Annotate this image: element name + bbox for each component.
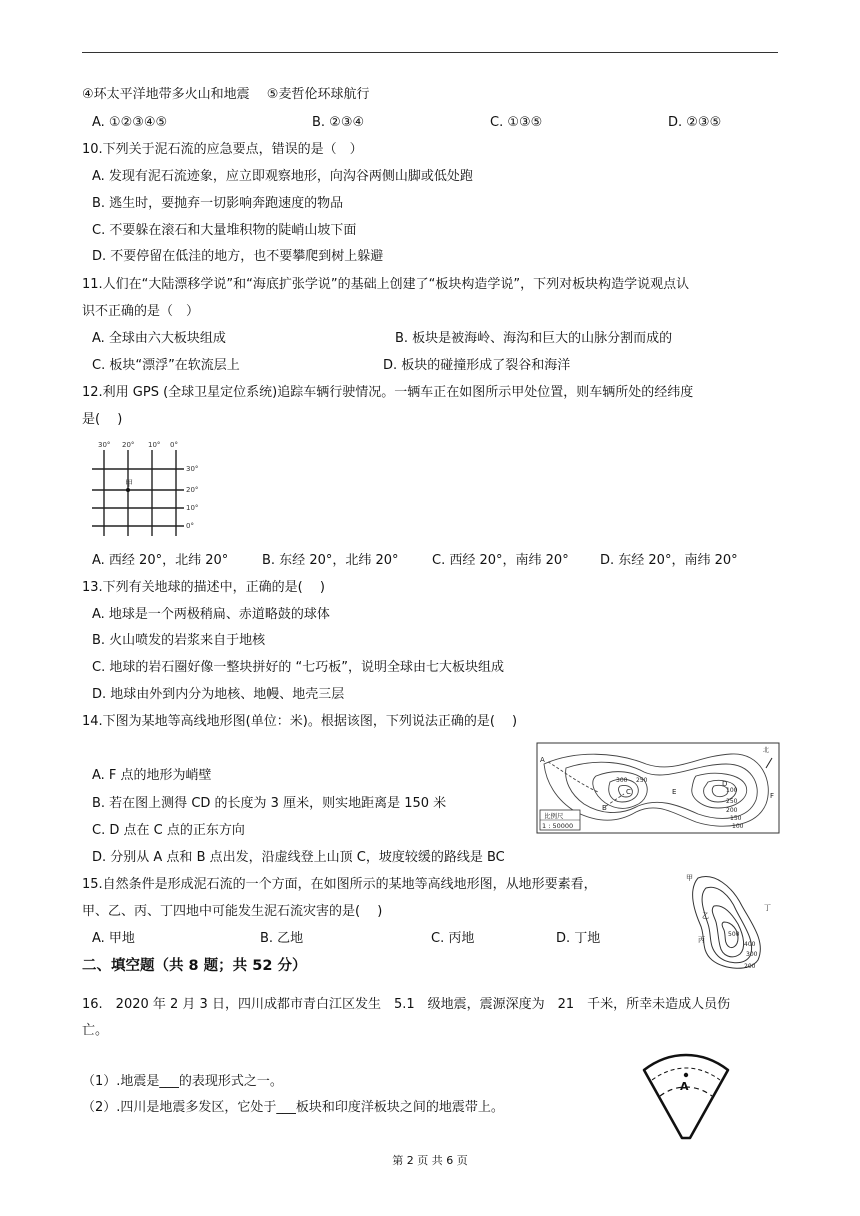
mudflow-elev-label: 400: [744, 941, 756, 948]
mudflow-place-label: 乙: [702, 912, 709, 920]
grid-point-label: 甲: [125, 479, 133, 488]
q14-stem: 14.下图为某地等高线地形图(单位：米)。根据该图，下列说法正确的是( ): [82, 714, 518, 729]
section-2-heading: 二、填空题（共 8 题；共 52 分）: [82, 958, 307, 974]
section-point-label: A: [680, 1080, 689, 1093]
mudflow-contour-figure: [684, 866, 778, 974]
q14-option-b: B. 若在图上测得 CD 的长度为 3 厘米，则实地距离是 150 米: [92, 796, 447, 811]
contour-label: 250: [636, 777, 648, 784]
contour-label: D: [722, 780, 728, 788]
grid-point-marker: [126, 488, 130, 492]
contour-label: 150: [730, 815, 742, 822]
mudflow-elev-label: 200: [744, 963, 756, 970]
q11-stem-2: 识不正确的是（ ）: [82, 304, 200, 319]
q12-stem-2: 是( ): [82, 412, 123, 427]
scale-box: [540, 810, 580, 830]
q15-stem-1: 15.自然条件是形成泥石流的一个方面，在如图所示的某地等高线地形图，从地形要素看，: [82, 877, 597, 892]
q11-option-d: D. 板块的碰撞形成了裂谷和海洋: [383, 358, 571, 373]
earth-section-figure: [640, 1050, 732, 1142]
q10-option-b: B. 逃生时，要抛弃一切影响奔跑速度的物品: [92, 196, 344, 211]
q12-stem-1: 12.利用 GPS (全球卫星定位系统)追踪车辆行驶情况。一辆车正在如图所示甲处位置，则车辆所处的经纬度: [82, 385, 694, 400]
contour-label: F: [770, 792, 775, 800]
mudflow-place-label: 丙: [698, 936, 705, 944]
contour-label: 300: [616, 777, 628, 784]
contour-label: 200: [726, 807, 738, 814]
mudflow-place-label: 甲: [686, 874, 693, 882]
q14-option-d: D. 分别从 A 点和 B 点出发，沿虚线登上山顶 C，坡度较缓的路线是 BC: [92, 850, 505, 865]
contour-label: 100: [732, 823, 744, 830]
page-footer: 第 2 页 共 6 页: [392, 1154, 468, 1167]
q15-option-c: C. 丙地: [431, 931, 475, 946]
grid-lon-label: 0°: [170, 441, 178, 449]
lat-lon-grid-figure: [88, 438, 200, 538]
q13-stem: 13.下列有关地球的描述中，正确的是( ): [82, 580, 325, 595]
q9-options-line: ④环太平洋地带多火山和地震 ⑤麦哲伦环球航行: [82, 87, 370, 102]
grid-lat-label: 20°: [186, 486, 199, 494]
q11-option-a: A. 全球由六大板块组成: [92, 331, 226, 346]
q9-option-d: D. ②③⑤: [668, 115, 722, 130]
contour-label: A: [540, 756, 545, 764]
q10-option-c: C. 不要躲在滚石和大量堆积物的陡峭山坡下面: [92, 223, 357, 238]
q13-option-d: D. 地球由外到内分为地核、地幔、地壳三层: [92, 687, 345, 702]
mudflow-place-label: 丁: [764, 904, 771, 912]
q12-option-a: A. 西经 20°，北纬 20°: [92, 553, 229, 568]
grid-lat-label: 0°: [186, 522, 194, 530]
q9-option-a: A. ①②③④⑤: [92, 115, 168, 130]
q9-option-b: B. ②③④: [312, 115, 365, 130]
q13-option-a: A. 地球是一个两极稍扁、赤道略鼓的球体: [92, 607, 330, 622]
mudflow-elev-label: 500: [728, 931, 740, 938]
q12-option-b: B. 东经 20°，北纬 20°: [262, 553, 399, 568]
scale-value: 1 : 50000: [542, 822, 574, 830]
q15-option-d: D. 丁地: [556, 931, 601, 946]
q11-option-c: C. 板块“漂浮”在软流层上: [92, 358, 240, 373]
q16-stem-1: 16. 2020 年 2 月 3 日，四川成都市青白江区发生 5.1 级地震，震源深度为 21 千米，所幸未造成人员伤: [82, 997, 731, 1012]
contour-label: E: [672, 788, 677, 796]
q10-option-d: D. 不要停留在低洼的地方，也不要攀爬到树上躲避: [92, 249, 384, 264]
q16-stem-2: 亡。: [82, 1023, 109, 1038]
q15-stem-2: 甲、乙、丙、丁四地中可能发生泥石流灾害的是( ): [82, 904, 383, 919]
q14-option-c: C. D 点在 C 点的正东方向: [92, 823, 245, 838]
q15-option-b: B. 乙地: [260, 931, 304, 946]
q12-option-c: C. 西经 20°，南纬 20°: [432, 553, 569, 568]
q13-option-c: C. 地球的岩石圈好像一整块拼好的 “七巧板”，说明全球由七大板块组成: [92, 660, 504, 675]
contour-map-figure: [536, 742, 780, 834]
grid-lat-label: 10°: [186, 504, 199, 512]
q15-option-a: A. 甲地: [92, 931, 135, 946]
north-label: 北: [763, 747, 770, 754]
grid-lon-label: 20°: [122, 441, 135, 449]
scale-title: 比例尺: [544, 812, 564, 820]
q11-option-b: B. 板块是被海岭、海沟和巨大的山脉分割而成的: [395, 331, 673, 346]
q12-option-d: D. 东经 20°，南纬 20°: [600, 553, 738, 568]
section-point-marker: [684, 1073, 688, 1077]
grid-lon-label: 10°: [148, 441, 161, 449]
q10-option-a: A. 发现有泥石流迹象，应立即观察地形，向沟谷两侧山脚或低处跑: [92, 169, 473, 184]
q16-sub-2: （2）.四川是地震多发区，它处于___板块和印度洋板块之间的地震带上。: [82, 1100, 504, 1115]
grid-lat-label: 30°: [186, 465, 199, 473]
q13-option-b: B. 火山喷发的岩浆来自于地核: [92, 633, 266, 648]
q14-option-a: A. F 点的地形为峭壁: [92, 768, 212, 783]
q16-sub-1: （1）.地震是___的表现形式之一。: [82, 1074, 283, 1089]
q10-stem: 10.下列关于泥石流的应急要点，错误的是（ ）: [82, 142, 363, 157]
contour-label: 250: [726, 798, 738, 805]
grid-lon-label: 30°: [98, 441, 111, 449]
contour-label: C: [626, 788, 631, 796]
mudflow-elev-label: 300: [746, 951, 758, 958]
q11-stem-1: 11.人们在“大陆漂移学说”和“海底扩张学说”的基础上创建了“板块构造学说”，下列对板块构造学说观点认: [82, 277, 690, 292]
contour-label: 100: [726, 787, 738, 794]
header-rule: [82, 52, 778, 53]
q9-option-c: C. ①③⑤: [490, 115, 543, 130]
contour-label: B: [602, 804, 607, 812]
